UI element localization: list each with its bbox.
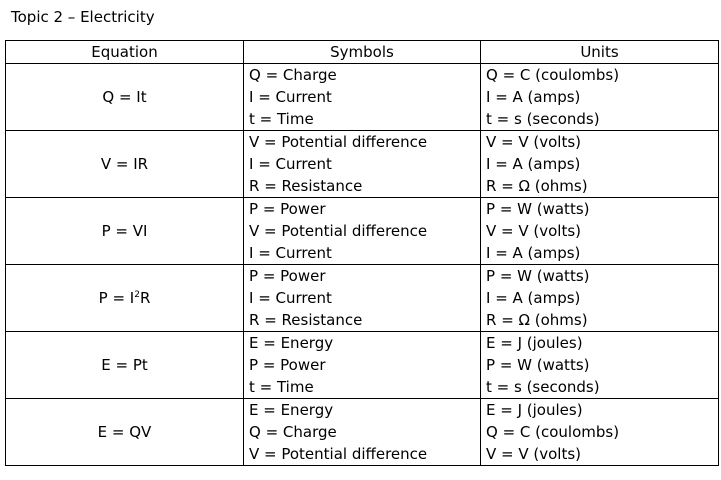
- equation-cell: Q = It: [6, 64, 244, 131]
- unit-line: R = Ω (ohms): [486, 311, 588, 329]
- unit-line: V = V (volts): [486, 222, 582, 240]
- symbol-line: Q = Charge: [249, 423, 337, 441]
- units-cell: [481, 399, 719, 466]
- unit-line: P = W (watts): [486, 200, 590, 218]
- symbol-line: E = Energy: [249, 334, 334, 352]
- symbol-line: V = Potential difference: [249, 133, 428, 151]
- units-cell: [481, 265, 719, 332]
- symbols-cell: [244, 399, 481, 466]
- table-row: [6, 131, 719, 198]
- unit-line: V = V (volts): [486, 133, 582, 151]
- symbols-cell: [244, 131, 481, 198]
- symbol-line: R = Resistance: [249, 177, 363, 195]
- unit-line: I = A (amps): [486, 88, 581, 106]
- symbols-cell: [244, 198, 481, 265]
- unit-line: Q = C (coulombs): [486, 423, 620, 441]
- symbol-line: V = Potential difference: [249, 445, 428, 463]
- symbol-line: P = Power: [249, 200, 326, 218]
- unit-line: t = s (seconds): [486, 110, 600, 128]
- symbol-line: t = Time: [249, 378, 314, 396]
- symbol-line: R = Resistance: [249, 311, 363, 329]
- units-cell: [481, 332, 719, 399]
- column-header-symbols: Symbols: [244, 41, 481, 64]
- unit-line: P = W (watts): [486, 267, 590, 285]
- unit-line: P = W (watts): [486, 356, 590, 374]
- page-title: Topic 2 – Electricity: [11, 8, 155, 26]
- equation-exponent: 2: [134, 290, 140, 300]
- equation-cell: E = Pt: [6, 332, 244, 399]
- table-row: [6, 265, 719, 332]
- unit-line: I = A (amps): [486, 155, 581, 173]
- unit-line: Q = C (coulombs): [486, 66, 620, 84]
- symbol-line: Q = Charge: [249, 66, 337, 84]
- equation-cell: E = QV: [6, 399, 244, 466]
- units-cell: [481, 131, 719, 198]
- equation-cell: P = VI: [6, 198, 244, 265]
- unit-line: I = A (amps): [486, 289, 581, 307]
- symbol-line: t = Time: [249, 110, 314, 128]
- symbol-line: I = Current: [249, 155, 332, 173]
- units-cell: [481, 198, 719, 265]
- symbols-cell: [244, 332, 481, 399]
- equation-tail: R: [139, 289, 151, 307]
- table-header-row: [6, 41, 719, 64]
- symbol-line: V = Potential difference: [249, 222, 428, 240]
- table-row: [6, 399, 719, 466]
- column-header-equation: Equation: [6, 41, 244, 64]
- unit-line: I = A (amps): [486, 244, 581, 262]
- unit-line: R = Ω (ohms): [486, 177, 588, 195]
- symbol-line: I = Current: [249, 88, 332, 106]
- unit-line: V = V (volts): [486, 445, 582, 463]
- equation-cell: [6, 265, 244, 332]
- equation-base: P = I: [98, 289, 135, 307]
- symbol-line: I = Current: [249, 289, 332, 307]
- table-row: [6, 64, 719, 131]
- symbol-line: P = Power: [249, 267, 326, 285]
- equation-cell: V = IR: [6, 131, 244, 198]
- symbol-line: I = Current: [249, 244, 332, 262]
- symbol-line: E = Energy: [249, 401, 334, 419]
- symbol-line: P = Power: [249, 356, 326, 374]
- unit-line: E = J (joules): [486, 334, 583, 352]
- column-header-units: Units: [481, 41, 719, 64]
- symbols-cell: [244, 265, 481, 332]
- table-row: [6, 198, 719, 265]
- units-cell: [481, 64, 719, 131]
- table-row: [6, 332, 719, 399]
- unit-line: t = s (seconds): [486, 378, 600, 396]
- equations-table: [5, 40, 719, 466]
- symbols-cell: [244, 64, 481, 131]
- unit-line: E = J (joules): [486, 401, 583, 419]
